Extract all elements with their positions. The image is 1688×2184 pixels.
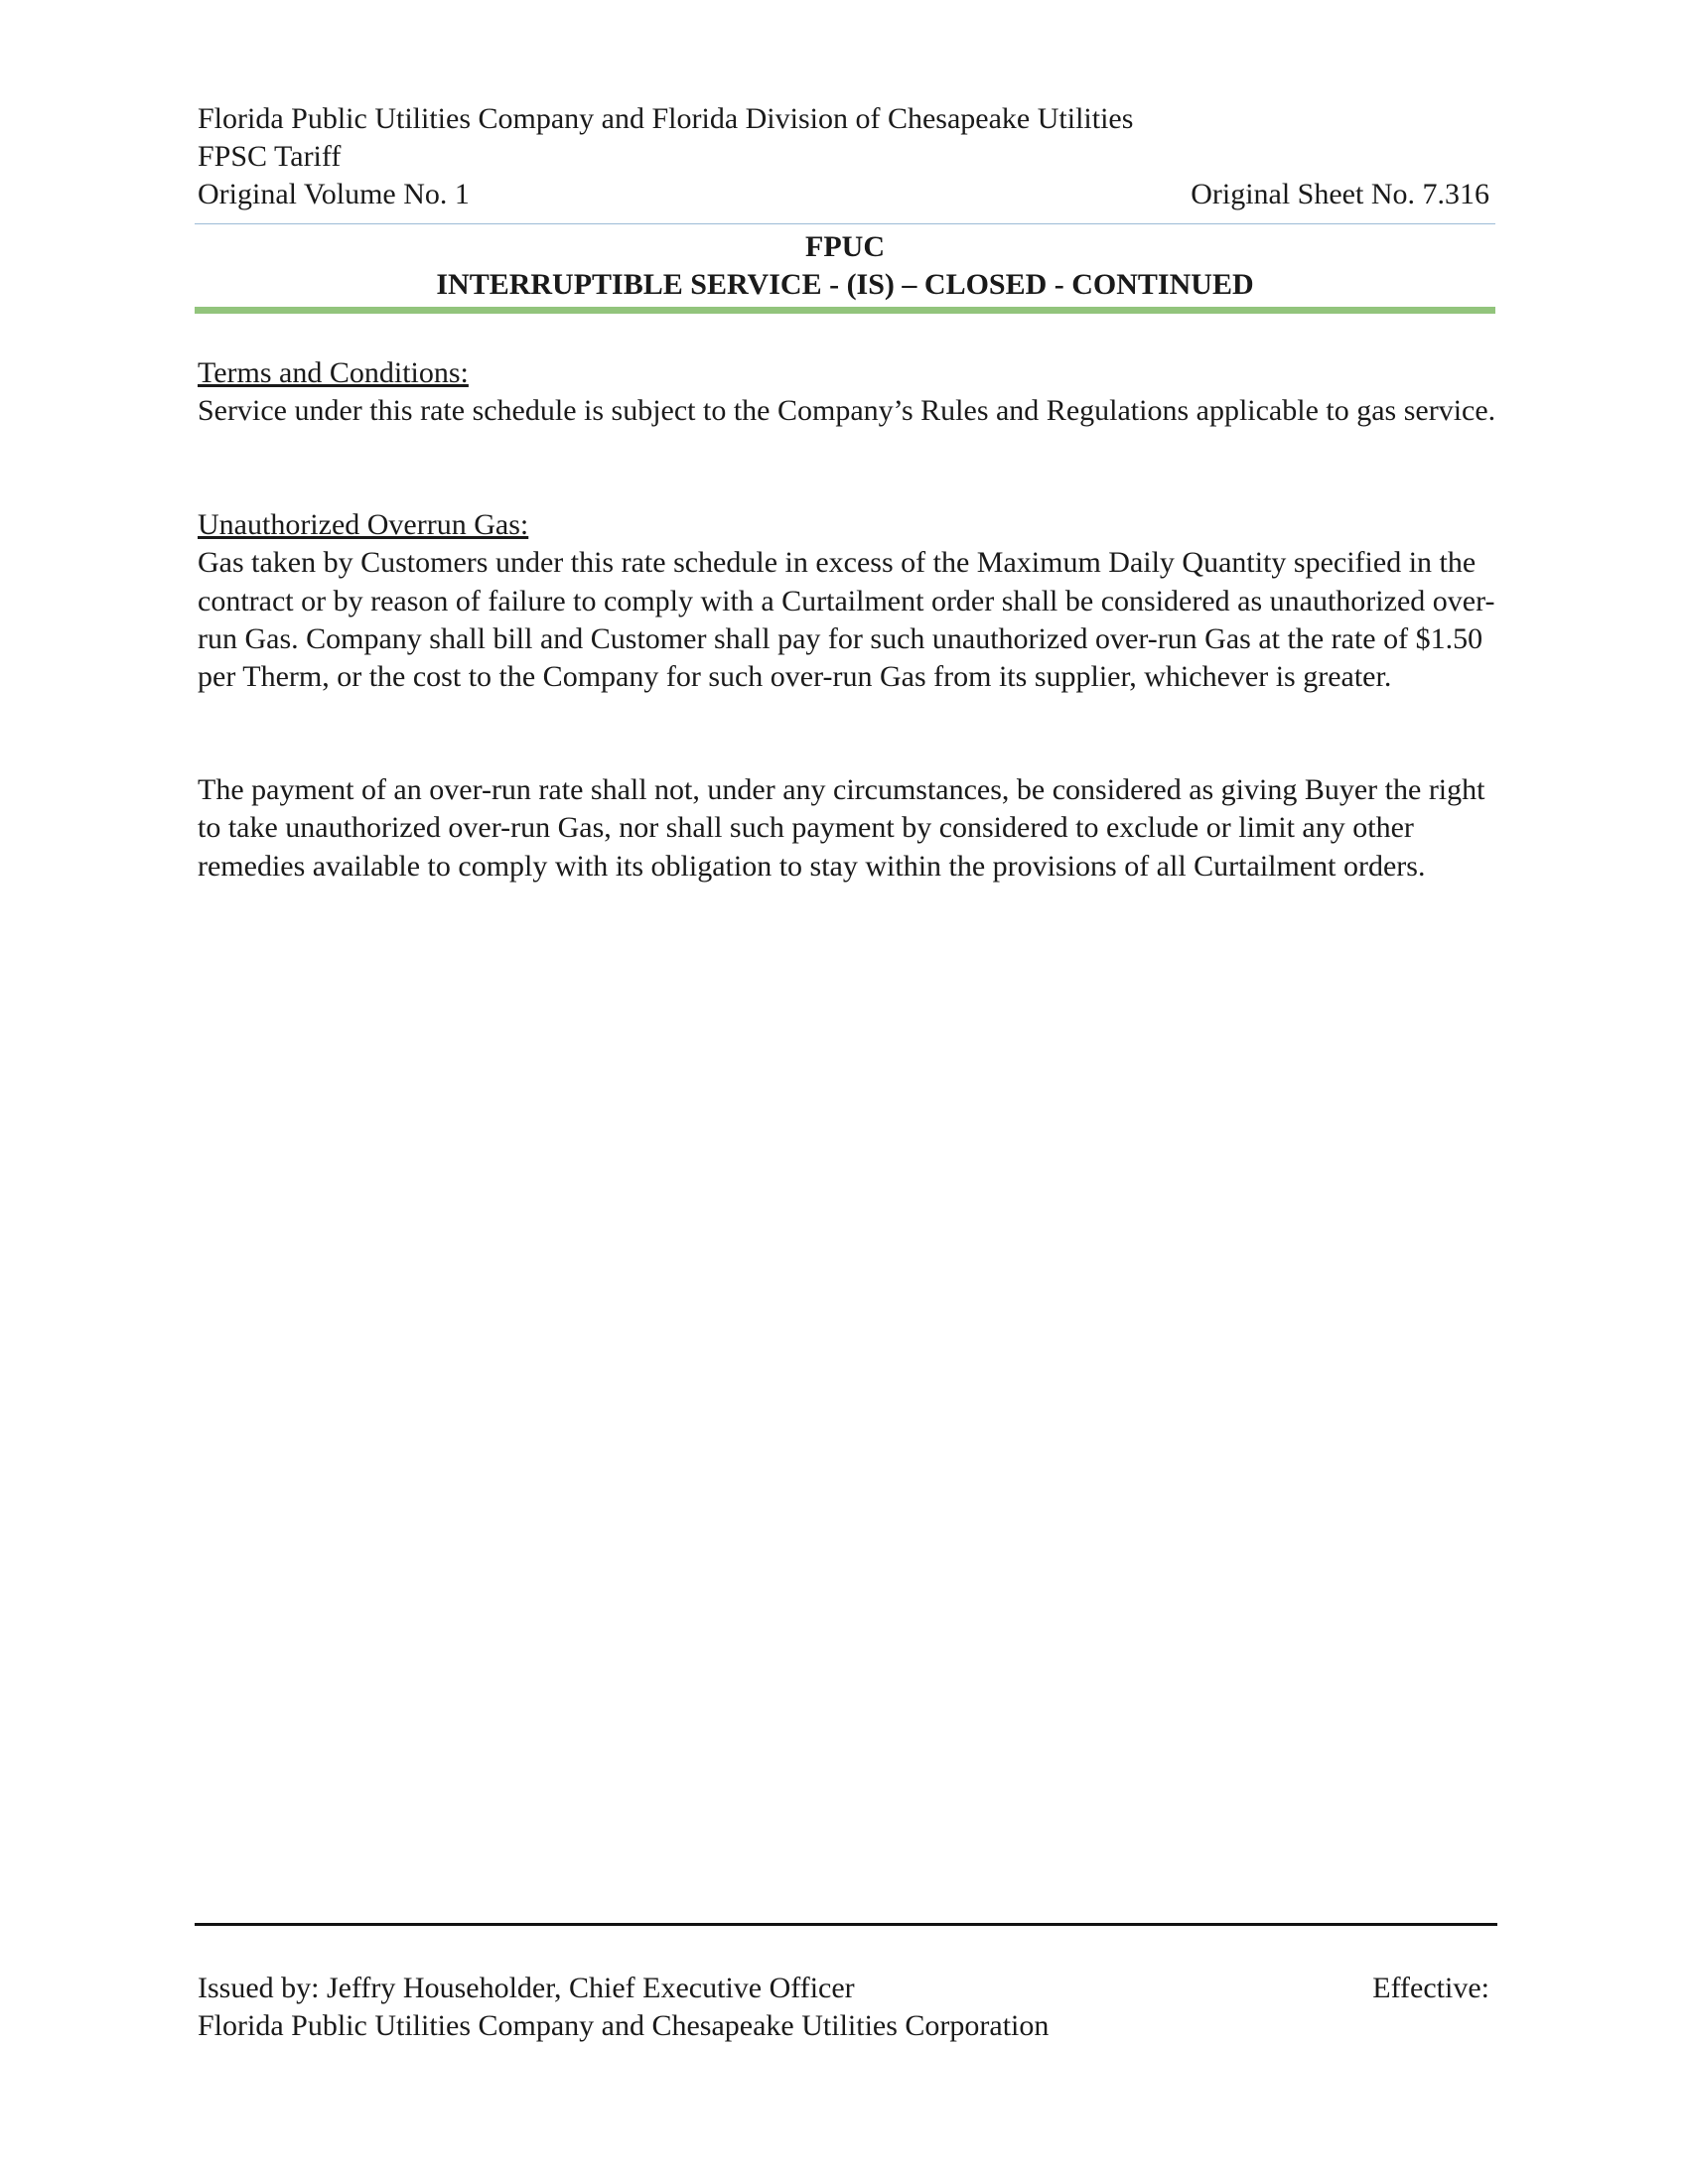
overrun-payment-section <box>198 771 1508 886</box>
overrun-paragraph: Gas taken by Customers under this rate schedule in excess of the Maximum Daily Quantity specified in the contract or by reason of failure to comply with a Curtailment order shall be considered as unauthorized over-run Gas. Company shall bill and Customer shall pay for such unauthorized over-run Gas at the rate of $1.50 per Therm, or the cost to the Company for such over-run Gas from its supplier, whichever is greater. <box>198 546 1495 694</box>
terms-paragraph: Service under this rate schedule is subject to the Company’s Rules and Regulations applicable to gas service. <box>198 394 1496 428</box>
header-company-line: Florida Public Utilities Company and Florida Division of Chesapeake Utilities <box>198 102 1134 135</box>
overrun-heading: Unauthorized Overrun Gas: <box>198 508 529 541</box>
footer-company: Florida Public Utilities Company and Chesapeake Utilities Corporation <box>198 2009 1050 2042</box>
footer-effective: Effective: <box>1372 1972 1489 2004</box>
title-service-name: INTERRUPTIBLE SERVICE - (IS) – CLOSED - CONTINUED <box>436 268 1254 301</box>
footer-issued-by: Issued by: Jeffry Householder, Chief Executive Officer <box>198 1972 855 2004</box>
header-tariff-line: FPSC Tariff <box>198 140 342 173</box>
overrun-payment-paragraph: The payment of an over-run rate shall not, under any circumstances, be considered as giving Buyer the right to take unauthorized over-run Gas, nor shall such payment by considered to exclude or limit any other remedies available to comply with its obligation to stay within the provisions of all Curtailment orders. <box>198 773 1485 883</box>
header-sheet-number: Original Sheet No. 7.316 <box>1191 178 1489 210</box>
header-divider <box>195 223 1495 224</box>
title-fpuc: FPUC <box>805 230 885 263</box>
overrun-section <box>198 506 1508 696</box>
footer-divider <box>195 1923 1497 1926</box>
terms-section <box>198 354 1508 431</box>
title-divider-green <box>195 307 1495 314</box>
header-volume: Original Volume No. 1 <box>198 178 470 210</box>
terms-heading: Terms and Conditions: <box>198 356 469 389</box>
